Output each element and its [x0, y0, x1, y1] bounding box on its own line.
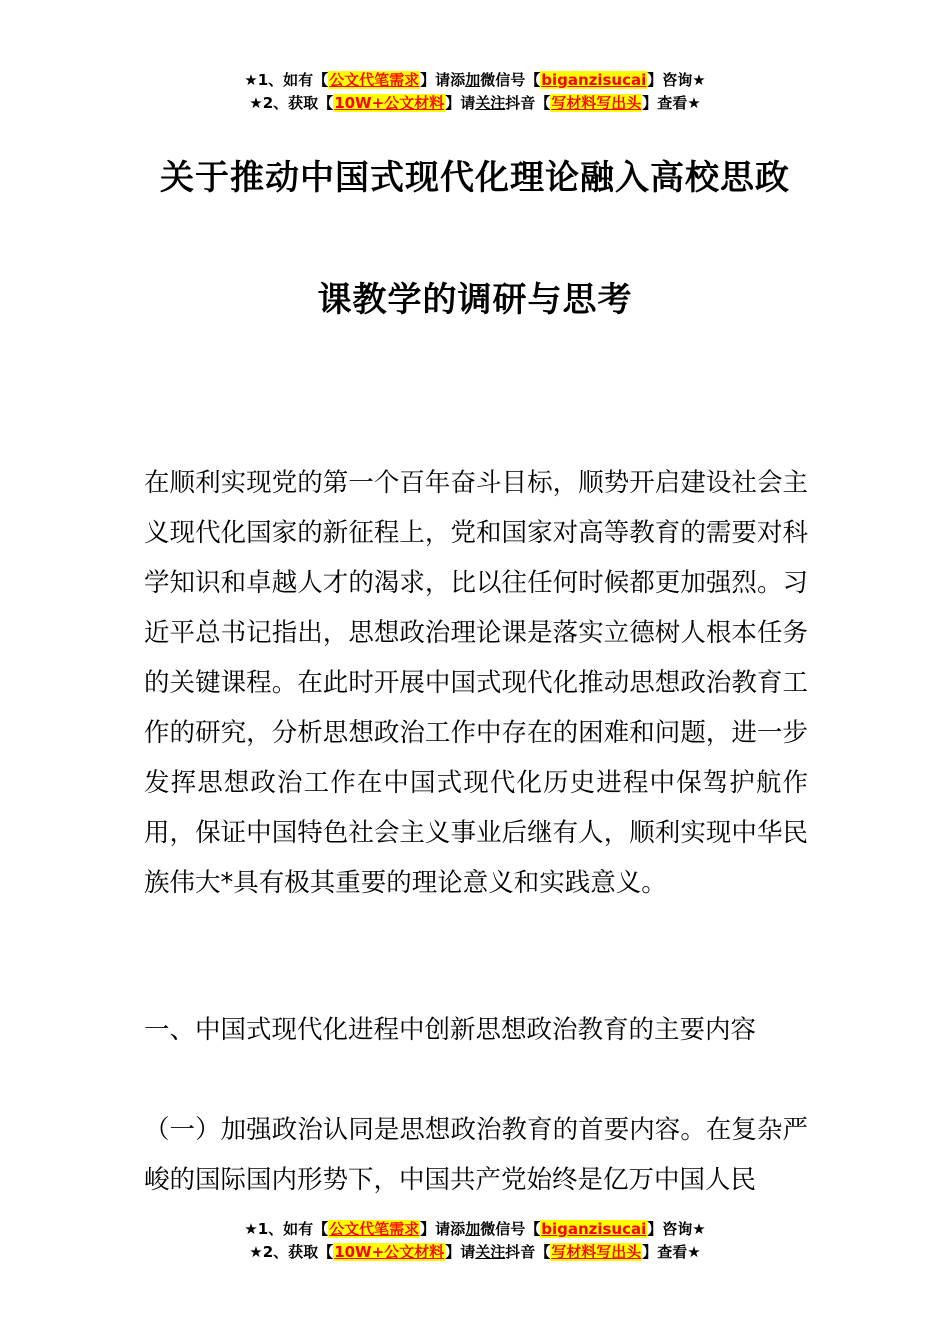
promo-text: 】请添: [420, 71, 466, 89]
promo-highlight: 10W+公文材料: [334, 1243, 445, 1261]
promo-text: 】查看★: [642, 94, 701, 112]
promo-wechat-id: biganzisucai: [541, 1220, 647, 1238]
section-heading-1: 一、中国式现代化进程中创新思想政治教育的主要内容: [144, 1015, 757, 1045]
promo-highlight: 公文代笔需求: [329, 1220, 420, 1238]
promo-underlined-text: 关注: [475, 1243, 506, 1261]
promo-underlined-text: 加: [465, 1220, 481, 1238]
promo-text: 】请添: [420, 1220, 466, 1238]
promo-line-2: [0, 92, 950, 115]
promo-text: 抖音【: [505, 1243, 551, 1261]
promo-text: 抖音【: [505, 94, 551, 112]
promo-underlined-text: 关注: [475, 94, 506, 112]
document-title-line-1: 关于推动中国式现代化理论融入高校思政: [160, 158, 790, 198]
footer-promo-banner: [0, 1218, 950, 1264]
promo-wechat-id: biganzisucai: [541, 71, 647, 89]
promo-text: ★2、获取【: [249, 94, 334, 112]
document-title-line-2: 课教学的调研与思考: [317, 280, 633, 320]
promo-highlight: 10W+公文材料: [334, 94, 445, 112]
promo-douyin-account: 写材料写出头: [551, 1243, 642, 1261]
header-promo-banner: [0, 69, 950, 115]
intro-paragraph: 在顺利实现党的第一个百年奋斗目标，顺势开启建设社会主义现代化国家的新征程上，党和国家对高等教育的需要对科学知识和卓越人才的渴求，比以往任何时候都更加强烈。习近平总书记指出，思想政治理论课是落实立德树人根本任务的关键课程。在此时开展中国式现代化推动思想政治教育工作的研究，分析思想政治工作中存在的困难和问题，进一步发挥思想政治工作在中国式现代化历史进程中保驾护航作用，保证中国特色社会主义事业后继有人，顺利实现中华民族伟大*具有极其重要的理论意义和实践意义。: [144, 468, 808, 898]
promo-text: 】咨询★: [647, 1220, 706, 1238]
promo-text: 】请: [445, 94, 476, 112]
promo-text: 】咨询★: [647, 71, 706, 89]
promo-underlined-text: 加: [465, 71, 481, 89]
promo-highlight: 公文代笔需求: [329, 71, 420, 89]
promo-text: 】请: [445, 1243, 476, 1261]
promo-line-1: [0, 69, 950, 92]
subsection-paragraph-1: （一）加强政治认同是思想政治教育的首要内容。在复杂严峻的国际国内形势下，中国共产党始终是亿万中国人民: [144, 1115, 808, 1195]
promo-text: ★1、如有【: [244, 1220, 329, 1238]
promo-text: 】查看★: [642, 1243, 701, 1261]
promo-text: ★1、如有【: [244, 71, 329, 89]
promo-line-2: [0, 1241, 950, 1264]
promo-douyin-account: 写材料写出头: [551, 94, 642, 112]
promo-line-1: [0, 1218, 950, 1241]
promo-text: ★2、获取【: [249, 1243, 334, 1261]
promo-text: 微信号【: [480, 71, 541, 89]
promo-text: 微信号【: [480, 1220, 541, 1238]
